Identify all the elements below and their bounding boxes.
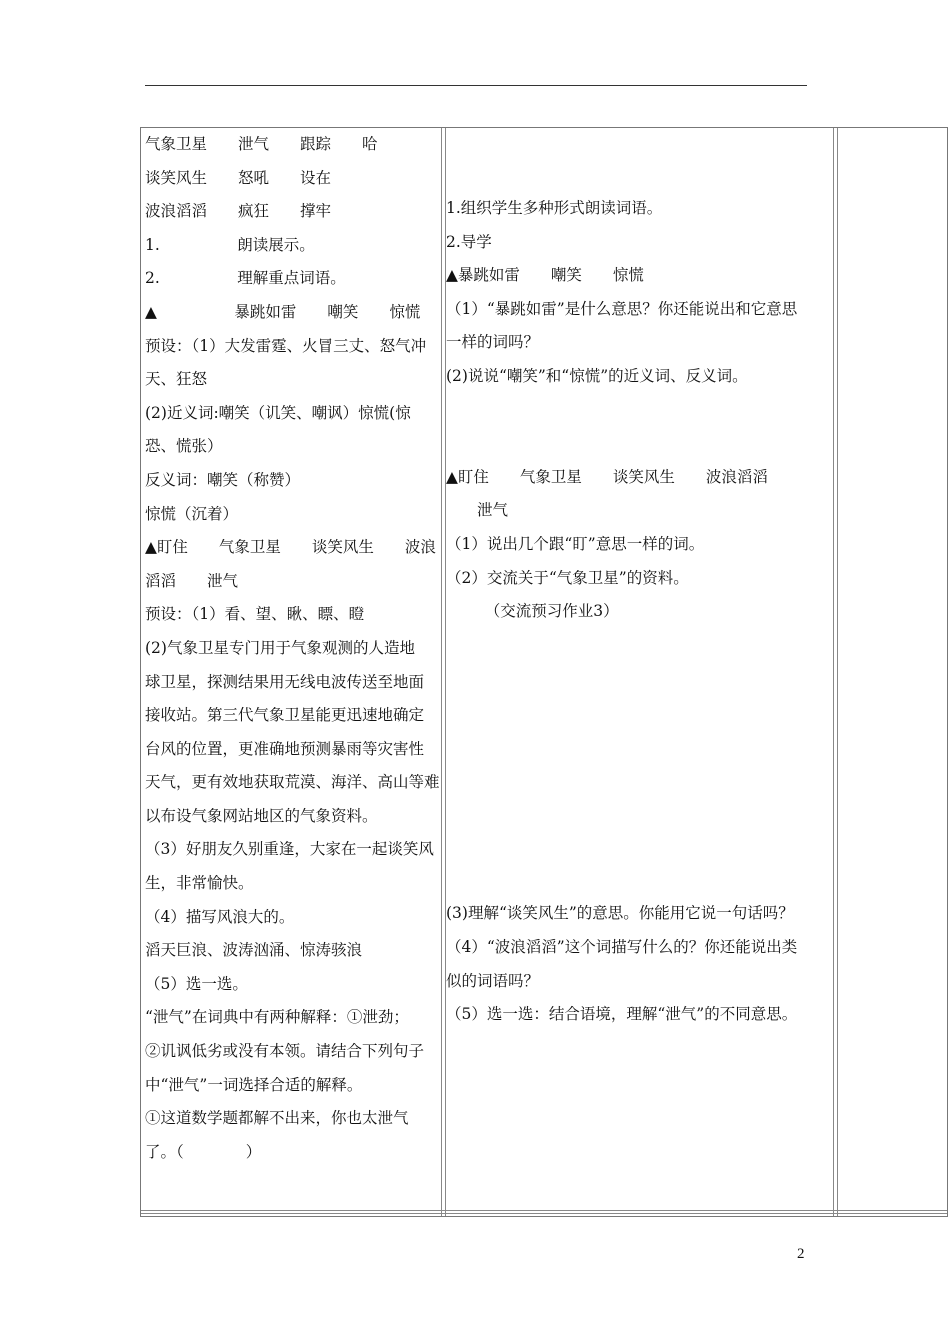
- content-line: 了。（ ）: [145, 1142, 262, 1161]
- content-line: 滔滔 泄气: [145, 571, 239, 590]
- content-line: 台风的位置，更准确地预测暴雨等灾害性: [145, 739, 425, 758]
- activity-line: [446, 797, 839, 831]
- activity-line: (2)说说“嘲笑”和“惊慌”的近义词、反义词。: [446, 366, 748, 385]
- content-line: (2)近义词:嘲笑（讥笑、嘲讽）惊慌(惊: [145, 403, 411, 422]
- activity-line: [446, 629, 839, 663]
- content-line: ①这道数学题都解不出来，你也太泄气: [145, 1109, 409, 1128]
- teaching-content-column: [145, 128, 445, 1169]
- activity-line: [446, 830, 839, 864]
- content-line: 惊慌（沉着）: [145, 504, 239, 523]
- activity-line: 似的词语吗？: [446, 971, 540, 990]
- content-line: 恐、慌张）: [145, 437, 223, 456]
- content-line: ②讥讽低劣或没有本领。请结合下列句子: [145, 1042, 425, 1061]
- table-bottom-rule: [141, 1213, 947, 1214]
- content-line: ▲ 暴跳如雷 嘲笑 惊慌: [145, 302, 421, 321]
- content-line: 中“泄气”一词选择合适的解释。: [145, 1075, 363, 1094]
- activity-line: [446, 427, 839, 461]
- activity-line: 一样的词吗？: [446, 333, 540, 352]
- activity-line: 泄气: [446, 501, 509, 520]
- activity-line: [446, 696, 839, 730]
- content-line: 气象卫星 泄气 跟踪 哈: [145, 135, 378, 153]
- content-line: 天、狂怒: [145, 370, 208, 389]
- content-line: 以布设气象网站地区的气象资料。: [145, 806, 378, 825]
- table-bottom-rule: [141, 1210, 947, 1211]
- content-line: （4）描写风浪大的。: [145, 907, 295, 926]
- lesson-table: [140, 127, 948, 1217]
- activity-line: (3)理解“谈笑风生”的意思。你能用它说一句话吗？: [446, 904, 794, 923]
- content-line: （5）选一选。: [145, 974, 248, 993]
- header-rule: [145, 85, 807, 86]
- content-line: 天气，更有效地获取荒漠、海洋、高山等难: [145, 773, 440, 792]
- content-line: ▲盯住 气象卫星 谈笑风生 波浪: [145, 538, 436, 557]
- activity-line: （1）说出几个跟“盯”意思一样的词。: [446, 534, 705, 553]
- content-line: 波浪滔滔 疯狂 撑牢: [145, 202, 332, 221]
- activity-line: ▲盯住 气象卫星 谈笑风生 波浪滔滔: [446, 467, 768, 486]
- activity-line: ▲暴跳如雷 嘲笑 惊慌: [446, 266, 644, 285]
- content-line: 生，非常愉快。: [145, 874, 254, 893]
- activity-line: 2.导学: [446, 232, 492, 251]
- activity-line: （2）交流关于“气象卫星”的资料。: [446, 568, 689, 587]
- activity-line: （交流预习作业3）: [446, 602, 619, 621]
- content-line: 反义词：嘲笑（称赞）: [145, 470, 301, 489]
- content-line: 预设：（1）看、望、瞅、瞟、瞪: [145, 605, 365, 624]
- activity-line: （4）“波浪滔滔”这个词描写什么的？你还能说出类: [446, 938, 798, 957]
- content-line: 球卫星，探测结果用无线电波传送至地面: [145, 672, 425, 691]
- content-line: 预设：（1）大发雷霆、火冒三丈、怒气冲: [145, 336, 427, 355]
- content-line: 谈笑风生 怒吼 设在: [145, 168, 332, 187]
- content-line: 1. 朗读展示。: [145, 235, 315, 254]
- activity-line: [446, 730, 839, 764]
- content-line: 2. 理解重点词语。: [145, 269, 346, 288]
- activity-line: 1.组织学生多种形式朗读词语。: [446, 199, 663, 217]
- teacher-activity-column: [446, 192, 839, 1032]
- activity-line: （5）选一选：结合语境，理解“泄气”的不同意思。: [446, 1005, 798, 1024]
- activity-line: [446, 763, 839, 797]
- activity-line: （1）“暴跳如雷”是什么意思？你还能说出和它意思: [446, 299, 798, 318]
- activity-line: [446, 662, 839, 696]
- activity-line: [446, 864, 839, 898]
- content-line: （3）好朋友久别重逢，大家在一起谈笑风: [145, 840, 434, 859]
- content-line: 接收站。第三代气象卫星能更迅速地确定: [145, 706, 425, 725]
- content-line: 滔天巨浪、波涛汹涌、惊涛骇浪: [145, 941, 363, 960]
- activity-line: [446, 394, 839, 428]
- page-number: 2: [797, 1246, 805, 1262]
- content-line: (2)气象卫星专门用于气象观测的人造地: [145, 638, 415, 657]
- content-line: “泄气”在词典中有两种解释：①泄劲；: [145, 1008, 409, 1027]
